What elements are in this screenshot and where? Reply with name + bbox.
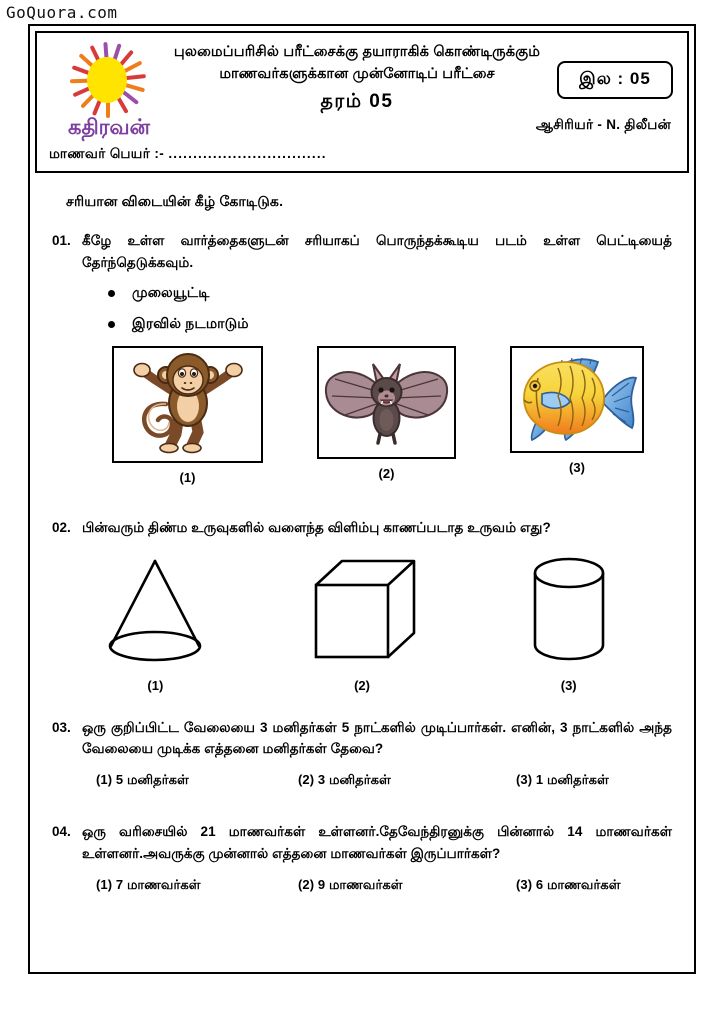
sun-core xyxy=(87,57,127,103)
question-3-answers xyxy=(96,772,672,789)
bat-image-box[interactable] xyxy=(317,346,456,459)
question-2-option-3[interactable] xyxy=(465,553,672,693)
sun-icon xyxy=(61,39,153,121)
question-2-text: பின்வரும் திண்ம உருவுகளில் வளைந்த விளிம்பு காணப்படாத உருவம் எது? xyxy=(82,519,551,535)
teacher-name: ஆசிரியர் - N. திலீபன் xyxy=(535,117,671,132)
question-4-answer-3[interactable]: (3) 6 மாணவர்கள் xyxy=(516,877,621,893)
exam-title-line1: புலமைப்பரிசில் பரீட்சைக்கு தயாராகிக் கொண்டிருக்கும் xyxy=(173,44,541,60)
question-1-option-1[interactable] xyxy=(112,346,263,485)
question-3-answer-2[interactable]: (2) 3 மனிதர்கள் xyxy=(298,772,391,788)
monkey-image-box[interactable] xyxy=(112,346,263,463)
student-name-label: மாணவர் பெயர் :- xyxy=(49,146,165,161)
question-1-bullet-1: முலையூட்டி xyxy=(106,284,672,303)
logo-label: கதிரவன் xyxy=(68,116,150,139)
question-2 xyxy=(52,517,672,693)
question-1 xyxy=(52,230,672,485)
fish-icon xyxy=(512,348,642,451)
question-2-option-1[interactable] xyxy=(52,553,259,693)
question-1-options xyxy=(112,346,644,485)
question-2-options xyxy=(52,553,672,693)
exam-title-line2: மாணவர்களுக்கான முன்னோடிப் பரீட்சை xyxy=(219,66,495,83)
student-name-line xyxy=(49,146,327,164)
student-name-blank[interactable]: ................................ xyxy=(168,146,327,161)
bat-icon xyxy=(319,348,454,457)
question-2-option-2[interactable] xyxy=(259,553,466,693)
kathiravan-logo xyxy=(47,37,167,153)
question-3-number: 03. xyxy=(52,719,71,735)
question-1-number: 01. xyxy=(52,233,71,248)
question-1-option-1-label: (1) xyxy=(179,469,196,485)
fish-image-box[interactable] xyxy=(510,346,644,453)
question-2-option-1-label: (1) xyxy=(147,677,164,693)
question-4-number: 04. xyxy=(52,824,71,840)
question-1-option-2-label: (2) xyxy=(378,465,395,481)
question-1-bullet-2: இரவில் நடமாடும் xyxy=(106,315,672,334)
question-3-text: ஒரு குறிப்பிட்ட வேலையை 3 மனிதர்கள் 5 நாட்களில் முடிப்பார்கள். எனின், 3 நாட்களில் அந்த வேலையை முடிக்க எத்தனை மனிதர்கள் தேவை? xyxy=(82,719,672,757)
question-3 xyxy=(52,717,672,790)
question-4-answers xyxy=(96,877,672,894)
question-2-number: 02. xyxy=(52,519,71,535)
question-3-answer-3[interactable]: (3) 1 மனிதர்கள் xyxy=(516,772,609,788)
question-1-option-3-label: (3) xyxy=(569,459,585,475)
cone-icon xyxy=(95,553,215,669)
question-4-text: ஒரு வரிசையில் 21 மாணவர்கள் உள்ளனர்.தேவேந்திரனுக்கு பின்னால் 14 மாணவர்கள் உள்ளனர்.அவருக்கு முன்னால் எத்தனை மாணவர்கள் இருப்பார்கள்? xyxy=(82,824,672,862)
question-1-bullets xyxy=(106,284,672,334)
question-4-answer-2[interactable]: (2) 9 மாணவர்கள் xyxy=(298,877,403,893)
question-3-answer-1[interactable]: (1) 5 மனிதர்கள் xyxy=(96,772,189,788)
question-4 xyxy=(52,821,672,894)
monkey-icon xyxy=(114,348,261,461)
exam-content xyxy=(30,173,694,894)
cube-icon xyxy=(302,553,422,669)
cylinder-icon xyxy=(509,553,629,669)
site-watermark: GoQuora.com xyxy=(6,3,118,22)
question-2-option-3-label: (3) xyxy=(560,677,577,693)
paper-number-box: இல : 05 xyxy=(557,61,673,99)
exam-header xyxy=(35,31,689,173)
question-4-answer-1[interactable]: (1) 7 மாணவர்கள் xyxy=(96,877,201,893)
question-1-text: கீழே உள்ள வார்த்தைகளுடன் சரியாகப் பொருந்தக்கூடிய படம் உள்ள பெட்டியைத் தேர்ந்தெடுக்கவும். xyxy=(82,233,672,270)
question-1-option-2[interactable] xyxy=(317,346,456,485)
exam-instruction: சரியான விடையின் கீழ் கோடிடுக. xyxy=(66,193,284,209)
exam-title xyxy=(155,41,559,86)
grade-label: தரம் 05 xyxy=(320,91,394,112)
exam-page xyxy=(28,24,696,974)
question-1-option-3[interactable] xyxy=(510,346,644,485)
question-2-option-2-label: (2) xyxy=(354,677,370,693)
